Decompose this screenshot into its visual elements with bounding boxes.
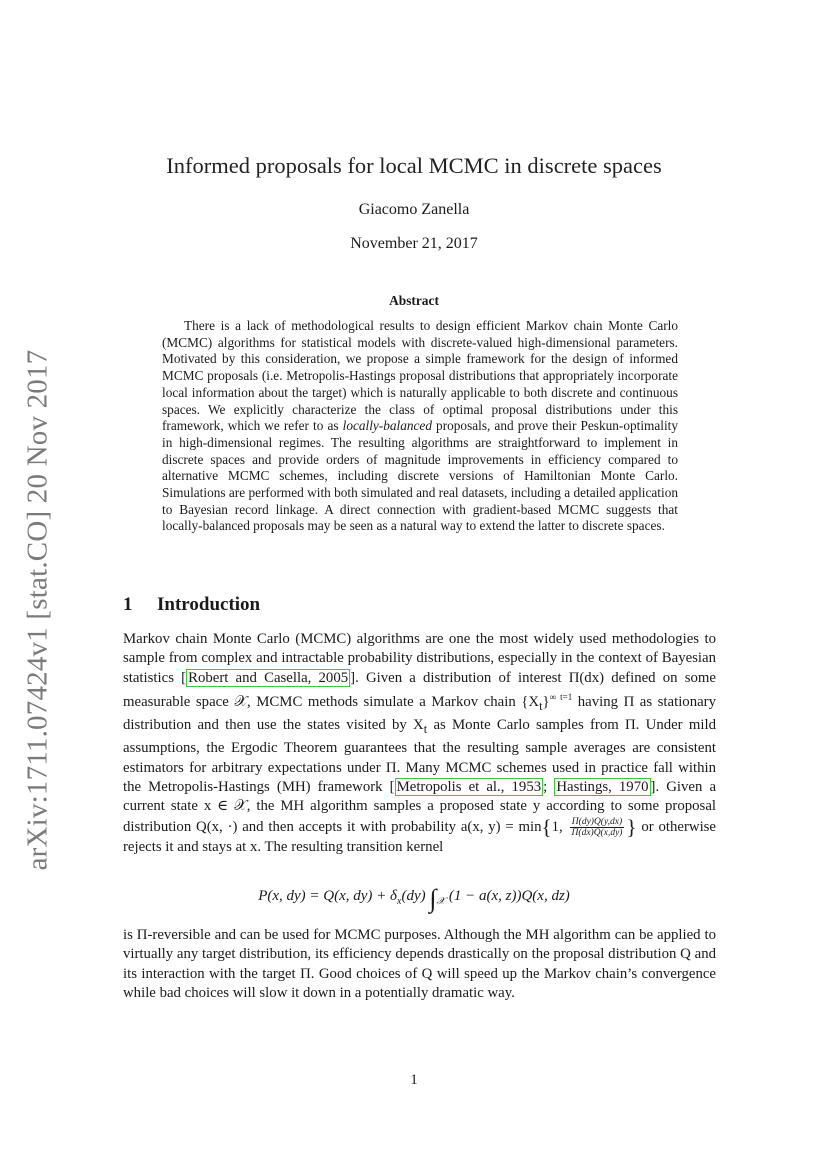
intro-text: . Given a distribution of interest Π(dx) defined on some measurable space 𝒳, MCMC methods simulate a Markov chain {X: [123, 669, 716, 710]
subscript: t: [539, 698, 543, 713]
citation-robert-casella[interactable]: Robert and Casella, 2005: [188, 669, 349, 686]
intro-text: . Given a current state x ∈ 𝒳, the MH algorithm samples a proposed state y according to some proposal distribution Q(x, ·) and then accepts it with probability a(x, y) = min: [123, 778, 717, 835]
integral-subscript: 𝒳: [436, 896, 446, 907]
bracket: [: [181, 669, 187, 686]
bracket: ]: [350, 669, 356, 686]
abstract-emphasis: locally-balanced: [342, 418, 432, 434]
paper-title: Informed proposals for local MCMC in discrete spaces: [166, 153, 662, 178]
abstract-text-part-1: There is a lack of methodological results to design efficient Markov chain Monte Carlo (MCMC) algorithms for statistical models with discrete-valued high-dimensional parameters. Motivated by this consideration, we propose a simple framework for the design of informed MCMC proposals (i.e. Metropolis-Hastings proposal distributions that appropriately incorporate local information about the target) which is naturally applicable to both discrete and continuous spaces. We explicitly characterize the class of optimal proposal distributions under this framework, which we refer to as: [162, 318, 678, 434]
abstract-heading: Abstract: [389, 293, 439, 308]
bracket: [: [389, 778, 395, 795]
superscript: ∞ t=1: [549, 691, 573, 702]
abstract-body: [162, 318, 678, 535]
abstract-text-part-2: proposals, and prove their Peskun-optimality in high-dimensional regimes. The resulting algorithms are straightforward to implement in discrete spaces and provide orders of magnitude improvements in efficiency compared to alternative MCMC schemes, including discrete versions of Hamiltonian Monte Carlo. Simulations are performed with both simulated and real datasets, including a detailed application to Bayesian record linkage. A direct connection with gradient-based MCMC suggests that locally-balanced proposals may be seen as a natural way to extend the latter to discrete spaces.: [162, 418, 679, 534]
citation-metropolis[interactable]: Metropolis et al., 1953: [396, 778, 542, 795]
brace: }: [542, 693, 550, 710]
delta-subscript: x: [397, 896, 402, 907]
equation-rhs: (1 − a(x, z))Q(x, dz): [448, 888, 570, 904]
paper-author: Giacomo Zanella: [358, 201, 470, 218]
section-title: Introduction: [157, 594, 261, 615]
acceptance-fraction: [570, 817, 625, 838]
fraction-denominator: Π(dx)Q(x,dy): [571, 827, 623, 838]
bracket: ]: [650, 778, 656, 795]
subscript: t: [423, 722, 428, 737]
intro-paragraph-1: Markov chain Monte Carlo (MCMC) algorithms are one the most widely used methodologies to sample from complex and intractable probability distributions, especially in the context of Bayesian statistics [ Robert and Casella, 2005 ]. Given a distribution of interest Π(dx) defined on some measurable space 𝒳, MCMC methods simulate a Markov chain $\{X_t\}^{\infty t=1}$ having Π as stationary distribution and then use the states visited by $X_t$ as Monte Carlo samples from Π. Under mild assumptions, the Ergodic Theorem guarantees that the resulting sample averages are consistent estimators for arbitrary expectations under Π. Many MCMC schemes used in practice fall within the Metropolis-Hastings (MH) framework [ Metropolis et al., 1953 ; Hastings, 1970 ]. Given a current state x ∈ 𝒳, the MH algorithm samples a proposed state y according to some proposal distribution Q(x, ·) and then accepts it with probability a(x, y) = min{1, $\frac{\Pi(dy)Q(y,dx)}{\Pi(dx)Q(x,dy)}$ } or otherwise rejects it and stays at x. The resulting transition kernel: [123, 631, 717, 855]
section-number: 1: [123, 594, 133, 615]
intro-text: as Monte Carlo samples from Π. Under mild assumptions, the Ergodic Theorem guarantees that the resulting sample averages are consistent estimators for arbitrary expectations under Π. Many MCMC schemes used in practice fall within the Metropolis-Hastings (MH) framework: [123, 717, 717, 795]
integral-symbol: ∫: [429, 884, 437, 913]
intro-paragraph-2: is Π-reversible and can be used for MCMC purposes. Although the MH algorithm can be applied to virtually any target distribution, its efficiency depends drastically on the proposal distribution Q and its interaction with the target Π. Good choices of Q will speed up the Markov chain’s convergence while bad choices will slow it down in a potentially dramatic way.: [123, 927, 716, 1001]
intro-text: having Π as stationary distribution and then use the states visited by X: [123, 693, 717, 734]
citation-hastings[interactable]: Hastings, 1970: [556, 778, 649, 795]
paper-date: November 21, 2017: [350, 235, 478, 252]
intro-text: or otherwise rejects it and stays at x. The resulting transition kernel: [123, 818, 717, 855]
equation-mid: (dy): [401, 888, 426, 904]
fraction-numerator: Π(dy)Q(y,dx): [570, 817, 625, 828]
brace: }: [626, 814, 637, 839]
citation-separator: ;: [543, 778, 555, 795]
arxiv-identifier-stamp: [18, 349, 58, 871]
page-number: 1: [410, 1072, 418, 1088]
transition-kernel-equation: [0, 880, 828, 918]
intro-text: Markov chain Monte Carlo (MCMC) algorithms are one the most widely used methodologies to sample from complex and intractable probability distributions, especially in the context of Bayesian statistics: [123, 631, 716, 686]
equation-lhs: P(x, dy) = Q(x, dy) + δ: [258, 888, 398, 904]
brace: {: [541, 814, 552, 839]
arxiv-identifier-text: arXiv:1711.07424v1 [stat.CO] 20 Nov 2017: [21, 349, 54, 871]
section-heading: [123, 591, 260, 619]
